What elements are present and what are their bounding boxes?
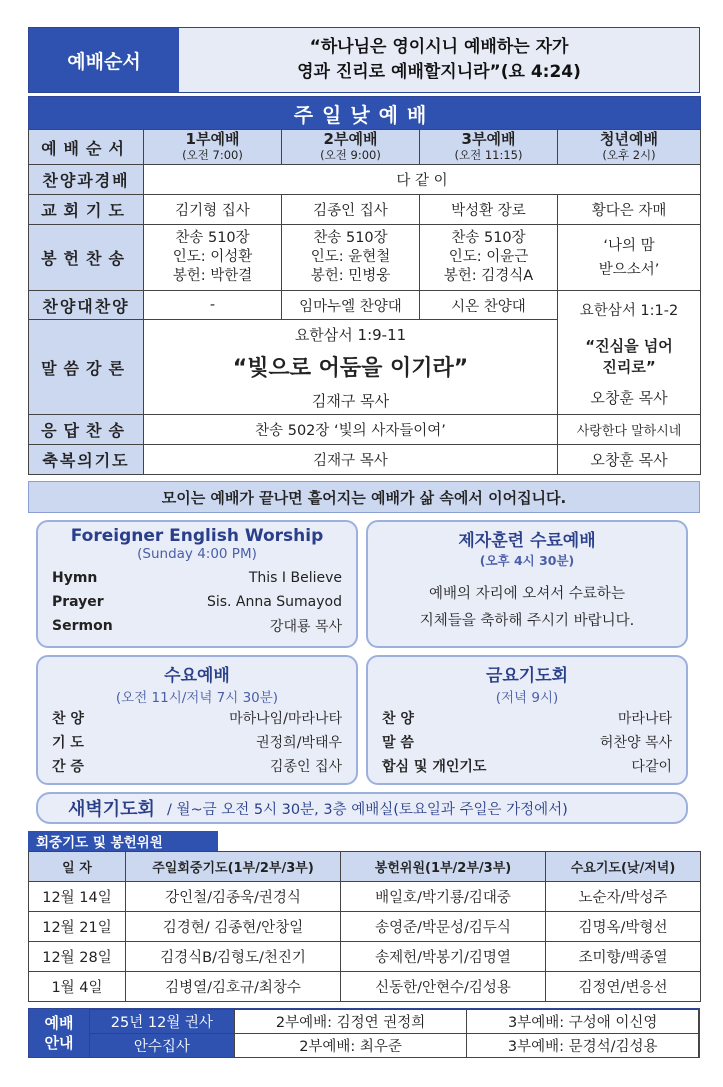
english-worship-card [36,520,358,648]
choir-service-1: - [144,291,282,320]
row-date: 1월 4일 [29,972,126,1002]
disciple-title: 제자훈련 수료예배 [458,531,596,551]
guide-row-title: 25년 12월 권사 [90,1010,235,1034]
choir-service-3: 시온 찬양대 [420,291,558,320]
table-header-row [29,852,701,882]
wednesday-title: 수요예배 [164,666,230,686]
row-wednesday-prayer: 조미향/백종열 [546,942,701,972]
wednesday-time: (오전 11시/저녁 7시 30분) [115,690,279,706]
row-sunday-prayer: 김병열/김호규/최창수 [126,972,341,1002]
english-hymn-row: Hymn This I Believe [52,570,342,586]
dawn-detail: / 월~금 오전 5시 30분, 3층 예배실(토요일과 주일은 가정에서) [166,801,568,818]
english-title: Foreigner English Worship [70,526,324,546]
prayer-youth: 황다은 자매 [558,195,701,225]
guide-row [90,1034,699,1058]
friday-word-row: 말 씀 허찬양 목사 [382,735,672,751]
choir-label: 찬양대찬양 [29,291,144,320]
guide-label: 예배 안내 [29,1009,89,1057]
guide-row [90,1010,699,1034]
benediction-youth: 오창훈 목사 [558,445,701,475]
row-date: 12월 14일 [29,882,126,912]
guide-service-2: 2부예배: 최우준 [234,1034,467,1058]
row-date: 12월 28일 [29,942,126,972]
prayer-service-3: 박성환 장로 [420,195,558,225]
table-row [29,972,701,1002]
friday-prayer-row: 합심 및 개인기도 다같이 [382,759,672,775]
row-wednesday-prayer: 김명옥/박형선 [546,912,701,942]
guide-service-3: 3부예배: 문경석/김성용 [467,1034,699,1058]
prayer-committee-tag: 회중기도 및 봉헌위원 [28,831,218,851]
row-offering: 송제헌/박봉기/김명열 [341,942,546,972]
guide-service-3: 3부예배: 구성애 이신영 [467,1010,699,1034]
benediction-label: 축복의기도 [29,445,144,475]
header-sunday-prayer: 주일회중기도(1부/2부/3부) [126,852,341,882]
order-label: 예배순서 [29,130,144,165]
row-offering: 신동한/안현수/김성용 [341,972,546,1002]
wednesday-worship-card [36,655,358,785]
row-sunday-prayer: 김경식B/김형도/천진기 [126,942,341,972]
sermon-label: 말씀강론 [29,320,144,415]
row-sunday-prayer: 강인철/김종욱/권경식 [126,882,341,912]
row-date: 12월 21일 [29,912,126,942]
english-time: (Sunday 4:00 PM) [137,546,257,562]
offering-youth: ‘나의 맘 받으소서’ [558,225,701,291]
dawn-prayer-banner [36,792,688,824]
english-prayer-row: Prayer Sis. Anna Sumayod [52,594,342,610]
row-wednesday-prayer: 노순자/박성주 [546,882,701,912]
wednesday-testimony-row: 간 증 김종인 집사 [52,759,342,775]
prayer-service-2: 김종인 집사 [282,195,420,225]
offering-label: 봉헌찬송 [29,225,144,291]
response-hymn: 찬송 502장 ‘빛의 사자들이여’ [144,415,558,445]
worship-guide [28,1008,700,1058]
motto-banner: 모이는 예배가 끝나면 흩어지는 예배가 삶 속에서 이어집니다. [28,481,700,513]
choir-service-2: 임마누엘 찬양대 [282,291,420,320]
disciple-line-1: 예배의 자리에 오셔서 수료하는 [429,586,625,602]
header-wednesday-prayer: 수요기도(낮/저녁) [546,852,701,882]
table-row [29,912,701,942]
header-label: 예배순서 [29,28,179,92]
friday-time: (저녁 9시) [495,690,559,706]
offering-service-1: 찬송 510장 인도: 이성환 봉헌: 박한결 [144,225,282,291]
benediction-main: 김재구 목사 [144,445,558,475]
table-row [29,882,701,912]
wednesday-prayer-row: 기 도 권정희/박태우 [52,735,342,751]
english-sermon-row: Sermon 강대룡 목사 [52,618,342,635]
service-3-header: 3부예배 (오전 11:15) [420,130,558,165]
response-youth: 사랑한다 말하시네 [558,415,701,445]
response-label: 응답찬송 [29,415,144,445]
praise-label: 찬양과경배 [29,165,144,195]
youth-service-header: 청년예배 (오후 2시) [558,130,701,165]
table-row [29,942,701,972]
offering-service-3: 찬송 510장 인도: 이윤근 봉헌: 김경식A [420,225,558,291]
prayer-committee-table [28,851,701,1002]
praise-value: 다 같 이 [144,165,701,195]
row-wednesday-prayer: 김정연/변응선 [546,972,701,1002]
verse-line-2: 영과 진리로 예배할지니라”(요 4:24) [297,62,581,82]
friday-prayer-card [366,655,688,785]
guide-service-2: 2부예배: 김정연 권정희 [234,1010,467,1034]
header-date: 일 자 [29,852,126,882]
youth-sermon: 요한삼서 1:1-2 “진심을 넘어 진리로” 오창훈 목사 [558,291,701,415]
row-offering: 송영준/박문성/김두식 [341,912,546,942]
disciple-training-card [366,520,688,648]
friday-title: 금요기도회 [485,666,569,686]
header [28,27,700,93]
verse-line-1: “하나님은 영이시니 예배하는 자가 [309,37,569,57]
friday-praise-row: 찬 양 마라나타 [382,711,672,727]
offering-service-2: 찬송 510장 인도: 윤현철 봉헌: 민병웅 [282,225,420,291]
guide-table [89,1009,699,1058]
prayer-label: 교회기도 [29,195,144,225]
service-1-header: 1부예배 (오전 7:00) [144,130,282,165]
sermon-main: 요한삼서 1:9-11 “빛으로 어둠을 이기라” 김재구 목사 [144,320,558,415]
header-verse [179,28,699,92]
sunday-worship-table [28,96,701,475]
dawn-title: 새벽기도회 [68,799,155,820]
row-sunday-prayer: 김경현/ 김종현/안창일 [126,912,341,942]
prayer-service-1: 김기형 집사 [144,195,282,225]
header-offering: 봉헌위원(1부/2부/3부) [341,852,546,882]
wednesday-praise-row: 찬 양 마하나임/마라나타 [52,711,342,727]
disciple-line-2: 지체들을 축하해 주시기 바랍니다. [419,613,635,629]
sunday-title: 주일낮예배 [29,97,701,130]
row-offering: 배일호/박기룡/김대중 [341,882,546,912]
service-2-header: 2부예배 (오전 9:00) [282,130,420,165]
disciple-time: (오후 4시 30분) [479,553,575,568]
guide-row-title: 안수집사 [90,1034,235,1058]
